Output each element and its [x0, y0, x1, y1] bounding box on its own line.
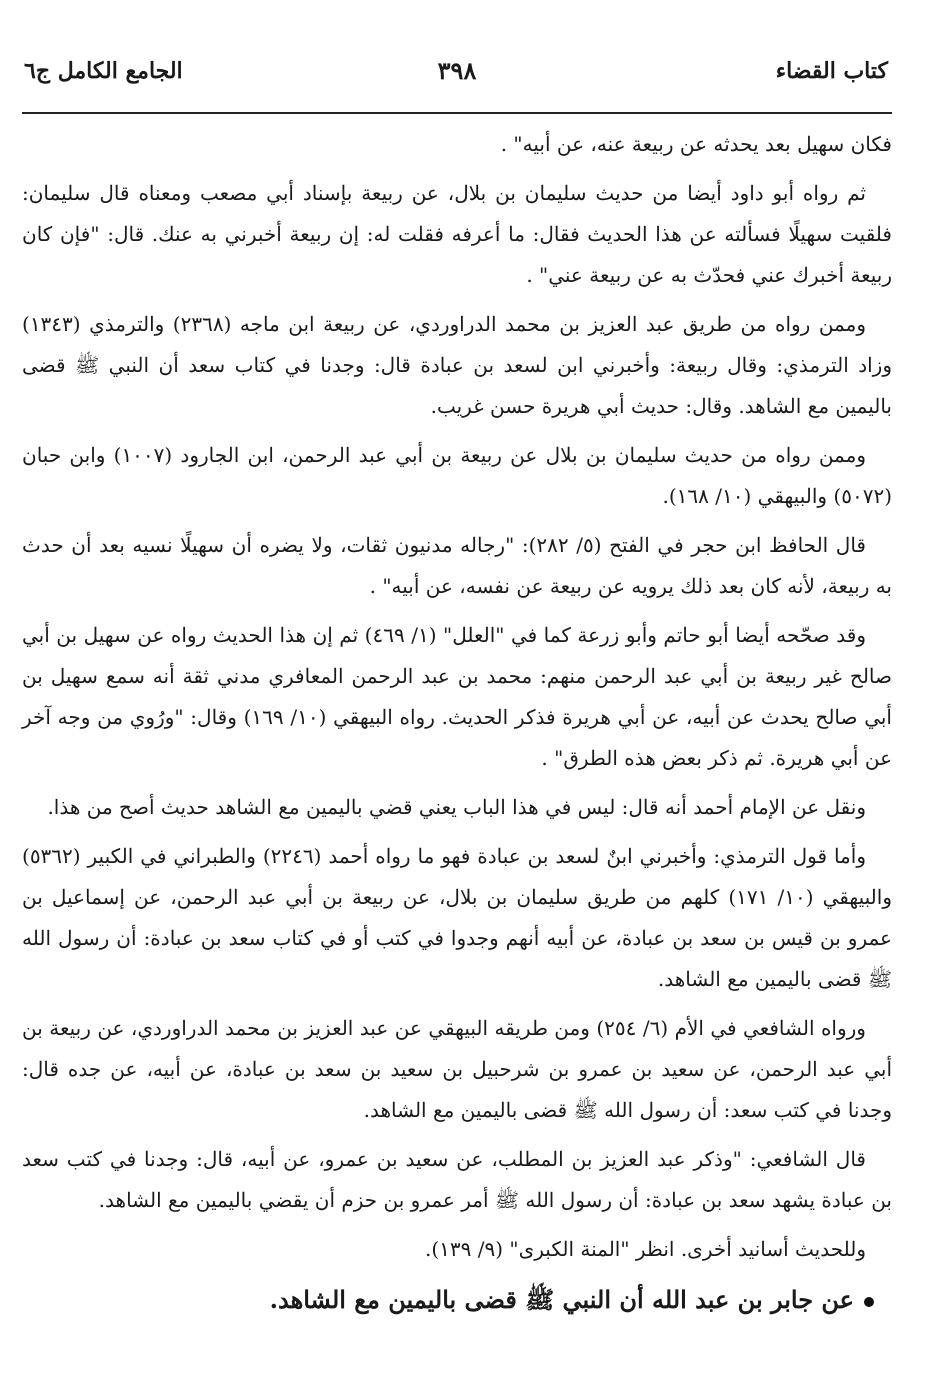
bullet-icon	[864, 1297, 874, 1307]
running-header	[22, 56, 892, 96]
closing-reference: وللحديث أسانيد أخرى. انظر "المنة الكبرى" (٩/ ١٣٩).	[424, 1237, 866, 1261]
book-title: الجامع الكامل ج٦	[24, 58, 183, 84]
next-hadith-text: عن جابر بن عبد الله أن النبي ﷺ قضى باليمين مع الشاهد.	[269, 1285, 854, 1314]
paragraph-8: وأما قول الترمذي: وأخبرني ابنٌ لسعد بن عبادة فهو ما رواه أحمد (٢٢٤٦) والطبراني في الكبير (٥٣٦٢) والبيهقي (١٠/ ١٧١) كلهم من طريق سليمان بن بلال، عن ربيعة بن أبي عبد الرحمن، عن إسماعيل بن عمرو بن قيس بن سعد بن عبادة، عن أبيه أنهم وجدوا في كتب أو في كتاب سعد بن عبادة: أن رسول الله ﷺ قضى باليمين مع الشاهد.	[22, 844, 892, 991]
section-title: كتاب القضاء	[775, 58, 888, 84]
paragraph-7: ونقل عن الإمام أحمد أنه قال: ليس في هذا الباب يعني قضي باليمين مع الشاهد حديث أصح من هذا.	[47, 795, 866, 819]
paragraph-5: قال الحافظ ابن حجر في الفتح (٥/ ٢٨٢): "رجاله مدنيون ثقات، ولا يضره أن سهيلًا نسيه بعد أن حدث به ربيعة، لأنه كان بعد ذلك يرويه عن ربيعة عن نفسه، عن أبيه" .	[22, 533, 892, 598]
paragraph-6: وقد صحّحه أيضا أبو حاتم وأبو زرعة كما في "العلل" (١/ ٤٦٩) ثم إن هذا الحديث رواه عن سهيل بن أبي صالح غير ربيعة بن أبي عبد الرحمن منهم: محمد بن عبد الرحمن المعافري مدني ثقة أنه سمع سهيل بن أبي صالح يحدث عن أبيه، عن أبي هريرة فذكر الحديث. رواه البيهقي (١٠/ ١٦٩) وقال: "ورُوي من وجه آخر عن أبي هريرة. ثم ذكر بعض هذه الطرق" .	[22, 623, 892, 770]
paragraph-9: ورواه الشافعي في الأم (٦/ ٢٥٤) ومن طريقه البيهقي عن عبد العزيز بن محمد الدراوردي، عن ربيعة بن أبي عبد الرحمن، عن سعيد بن عمرو بن شرحبيل بن سعيد بن سعد بن عبادة، عن أبيه، عن جده قال: وجدنا في كتب سعد: أن رسول الله ﷺ قضى باليمين مع الشاهد.	[22, 1016, 892, 1122]
next-hadith	[22, 1278, 892, 1322]
paragraph-10: قال الشافعي: "وذكر عبد العزيز بن المطلب، عن سعيد بن عمرو، عن أبيه، قال: وجدنا في كتب سعد بن عبادة يشهد سعد بن عبادة: أن رسول الله ﷺ أمر عمرو بن حزم أن يقضي باليمين مع الشاهد.	[22, 1147, 892, 1212]
paragraph-4: وممن رواه من حديث سليمان بن بلال عن ربيعة بن أبي عبد الرحمن، ابن الجارود (١٠٠٧) وابن حبان (٥٠٧٢) والبيهقي (١٠/ ١٦٨).	[22, 443, 892, 508]
page-number: ٣٩٨	[437, 56, 477, 85]
header-divider	[22, 112, 892, 114]
main-text	[22, 124, 892, 1322]
paragraph-3: وممن رواه من طريق عبد العزيز بن محمد الدراوردي، عن ربيعة ابن ماجه (٢٣٦٨) والترمذي (١٣٤٣) وزاد الترمذي: وقال ربيعة: وأخبرني ابن لسعد بن عبادة قال: وجدنا في كتاب سعد أن النبي ﷺ قضى باليمين مع الشاهد. وقال: حديث أبي هريرة حسن غريب.	[22, 312, 892, 418]
paragraph-1: فكان سهيل بعد يحدثه عن ربيعة عنه، عن أبيه" .	[500, 132, 892, 156]
book-page	[22, 0, 892, 1375]
paragraph-2: ثم رواه أبو داود أيضا من حديث سليمان بن بلال، عن ربيعة بإسناد أبي مصعب ومعناه قال سليمان: فلقيت سهيلًا فسألته عن هذا الحديث فقال: ما أعرفه فقلت له: إن ربيعة أخبرني به عنك. قال: "فإن كان ربيعة أخبرك عني فحدّث به عن ربيعة عني" .	[22, 181, 892, 287]
